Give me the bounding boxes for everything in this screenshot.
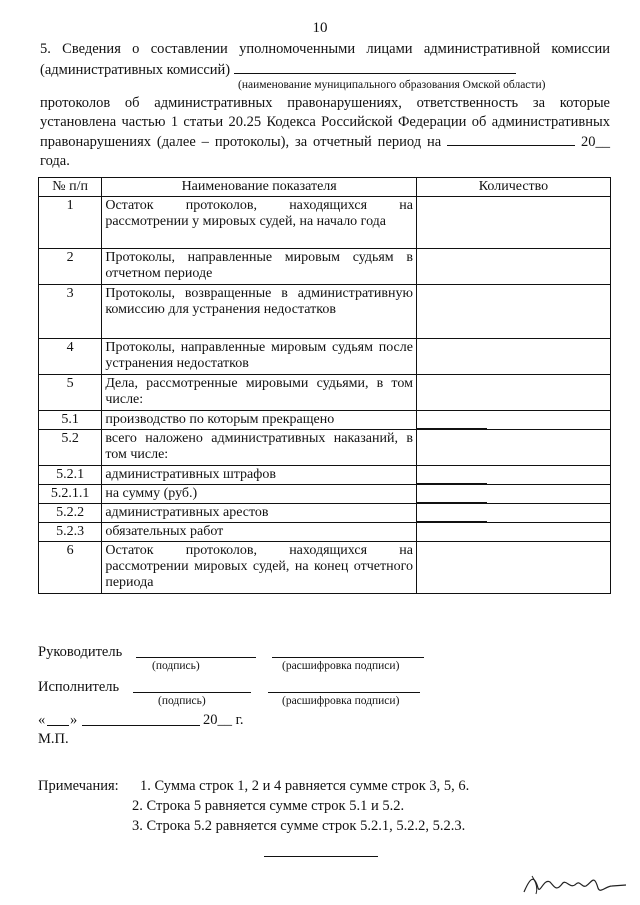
row-number: 5.2.2 xyxy=(39,504,102,523)
row-indicator: Протоколы, возвращенные в административную комиссию для устранения недостатков xyxy=(102,285,417,339)
table-row xyxy=(39,339,611,375)
head-decoding-caption: (расшифровка подписи) xyxy=(282,660,400,672)
date-year: 20__ г. xyxy=(203,712,244,728)
date-open-quote: « xyxy=(38,712,46,728)
notes-label: Примечания: xyxy=(38,778,119,794)
row-quantity-cell[interactable] xyxy=(416,430,610,466)
executor-decoding-caption: (расшифровка подписи) xyxy=(282,695,400,707)
table-row xyxy=(39,504,611,523)
row-indicator: Дела, рассмотренные мировыми судьями, в том числе: xyxy=(102,375,417,411)
row-quantity-cell[interactable] xyxy=(416,375,610,411)
head-signature-caption: (подпись) xyxy=(152,660,200,672)
table-header-row xyxy=(39,178,611,197)
row-indicator: производство по которым прекращено xyxy=(102,411,417,430)
row-indicator: Остаток протоколов, находящихся на рассмотрении у мировых судей, на начало года xyxy=(102,197,417,249)
table-row xyxy=(39,411,611,430)
table-row xyxy=(39,523,611,542)
date-month-line[interactable] xyxy=(82,725,200,726)
row-indicator: Протоколы, направленные мировым судьям в отчетном периоде xyxy=(102,249,417,285)
header-indicator: Наименование показателя xyxy=(102,178,417,197)
row-indicator: всего наложено административных наказаний, в том числе: xyxy=(102,430,417,466)
row-number: 4 xyxy=(39,339,102,375)
section-intro: 5. Сведения о составлении уполномоченными лицами административной комиссии (административных комиссий) xyxy=(40,41,610,78)
row-number: 5.2.3 xyxy=(39,523,102,542)
row-indicator: обязательных работ xyxy=(102,523,417,542)
row-number: 5 xyxy=(39,375,102,411)
row-number: 5.2 xyxy=(39,430,102,466)
executor-decoding-line[interactable] xyxy=(268,692,420,693)
date-day-line[interactable] xyxy=(47,725,69,726)
table-row xyxy=(39,485,611,504)
executor-signature-line[interactable] xyxy=(133,692,251,693)
note-item-3: 3. Строка 5.2 равняется сумме строк 5.2.1, 5.2.2, 5.2.3. xyxy=(132,818,466,834)
row-number: 2 xyxy=(39,249,102,285)
table-row xyxy=(39,542,611,594)
municipality-caption: (наименование муниципального образования Омской области) xyxy=(238,79,546,91)
row-indicator: Протоколы, направленные мировым судьям после устранения недостатков xyxy=(102,339,417,375)
section-body: протоколов об административных правонарушениях, ответственность за которые установлена частью 1 статьи 20.25 Кодекса Российской Федерации об административных правонарушениях (далее – протоколы), за отчетный период на 20__ года. xyxy=(40,95,611,169)
executor-signature-caption: (подпись) xyxy=(158,695,206,707)
row-number: 5.2.1.1 xyxy=(39,485,102,504)
row-quantity-cell[interactable] xyxy=(416,504,610,523)
table-row xyxy=(39,466,611,485)
row-indicator: административных штрафов xyxy=(102,466,417,485)
header-quantity: Количество xyxy=(416,178,610,197)
row-indicator: Остаток протоколов, находящихся на рассмотрении мировых судей, на конец отчетного периода xyxy=(102,542,417,594)
row-quantity-cell[interactable] xyxy=(416,542,610,594)
row-quantity-cell[interactable] xyxy=(416,249,610,285)
note-item-2: 2. Строка 5 равняется сумме строк 5.1 и 5.2. xyxy=(132,798,405,814)
row-indicator: на сумму (руб.) xyxy=(102,485,417,504)
head-signature-line[interactable] xyxy=(136,657,256,658)
note-item-1: 1. Сумма строк 1, 2 и 4 равняется сумме строк 3, 5, 6. xyxy=(140,778,470,794)
row-quantity-cell[interactable] xyxy=(416,485,610,504)
handwritten-signature-icon xyxy=(520,868,630,898)
row-quantity-cell[interactable] xyxy=(416,339,610,375)
row-number: 5.1 xyxy=(39,411,102,430)
closing-divider xyxy=(264,856,378,857)
stamp-label: М.П. xyxy=(38,731,69,747)
row-quantity-cell[interactable] xyxy=(416,523,610,542)
row-number: 3 xyxy=(39,285,102,339)
page-number: 10 xyxy=(312,20,328,36)
row-quantity-cell[interactable] xyxy=(416,411,610,430)
head-decoding-line[interactable] xyxy=(272,657,424,658)
row-indicator: административных арестов xyxy=(102,504,417,523)
table-row xyxy=(39,430,611,466)
table-row xyxy=(39,197,611,249)
row-number: 6 xyxy=(39,542,102,594)
table-row xyxy=(39,375,611,411)
row-number: 5.2.1 xyxy=(39,466,102,485)
head-label: Руководитель xyxy=(38,644,123,660)
table-row xyxy=(39,285,611,339)
header-number: № п/п xyxy=(39,178,102,197)
row-quantity-cell[interactable] xyxy=(416,285,610,339)
indicators-table xyxy=(38,177,611,594)
executor-label: Исполнитель xyxy=(38,679,120,695)
row-quantity-cell[interactable] xyxy=(416,466,610,485)
period-blank-line xyxy=(447,131,575,146)
row-number: 1 xyxy=(39,197,102,249)
row-quantity-cell[interactable] xyxy=(416,197,610,249)
table-row xyxy=(39,249,611,285)
municipality-blank-line xyxy=(234,59,516,74)
date-close-quote: » xyxy=(70,712,78,728)
